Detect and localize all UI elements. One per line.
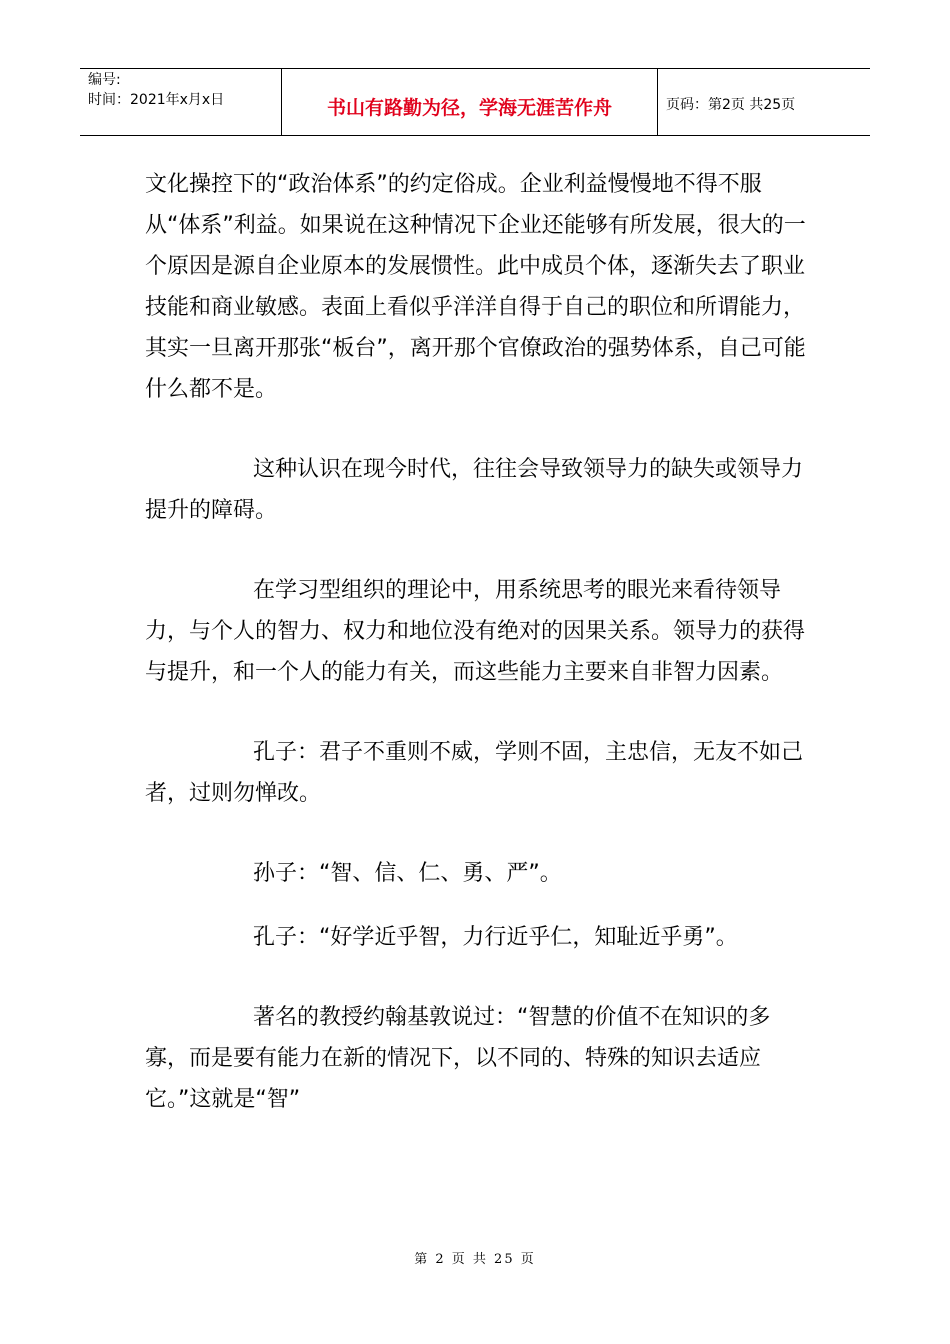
paragraph: 文化操控下的“政治体系”的约定俗成。企业利益慢慢地不得不服从“体系”利益。如果说在这种情况下企业还能够有所发展，很大的一个原因是源自企业原本的发展惯性。此中成员个体，逐渐失去了职业技能和商业敏感。表面上看似乎洋洋自得于自己的职位和所谓能力，其实一旦离开那张“板台”，离开那个官僚政治的强势体系，自己可能什么都不是。 <box>145 172 806 402</box>
paragraph: 在学习型组织的理论中，用系统思考的眼光来看待领导力，与个人的智力、权力和地位没有绝对的因果关系。领导力的获得与提升，和一个人的能力有关，而这些能力主要来自非智力因素。 <box>145 578 806 685</box>
paragraph: 这种认识在现今时代，往往会导致领导力的缺失或领导力提升的障碍。 <box>145 457 804 523</box>
paragraph: 孔子：“好学近乎智，力行近乎仁，知耻近乎勇”。 <box>253 925 738 950</box>
document-number-label: 编号: <box>88 72 121 88</box>
document-time: 时间：2021年x月x日 <box>88 92 225 108</box>
page-header <box>80 68 870 136</box>
header-motto: 书山有路勤为径，学海无涯苦作舟 <box>282 69 658 135</box>
paragraph: 著名的教授约翰基敦说过：“智慧的价值不在知识的多寡，而是要有能力在新的情况下，以不同的、特殊的知识去适应它。”这就是“智” <box>145 1005 771 1112</box>
paragraph: 孙子：“智、信、仁、勇、严”。 <box>253 861 562 886</box>
header-page-info: 页码：第2页 共25页 <box>666 97 796 113</box>
header-meta <box>80 69 282 135</box>
paragraph: 孔子：君子不重则不威，学则不固，主忠信，无友不如己者，过则勿惮改。 <box>145 740 804 806</box>
document-body <box>145 164 810 1120</box>
page-footer: 第 2 页 共 25 页 <box>414 1252 536 1267</box>
